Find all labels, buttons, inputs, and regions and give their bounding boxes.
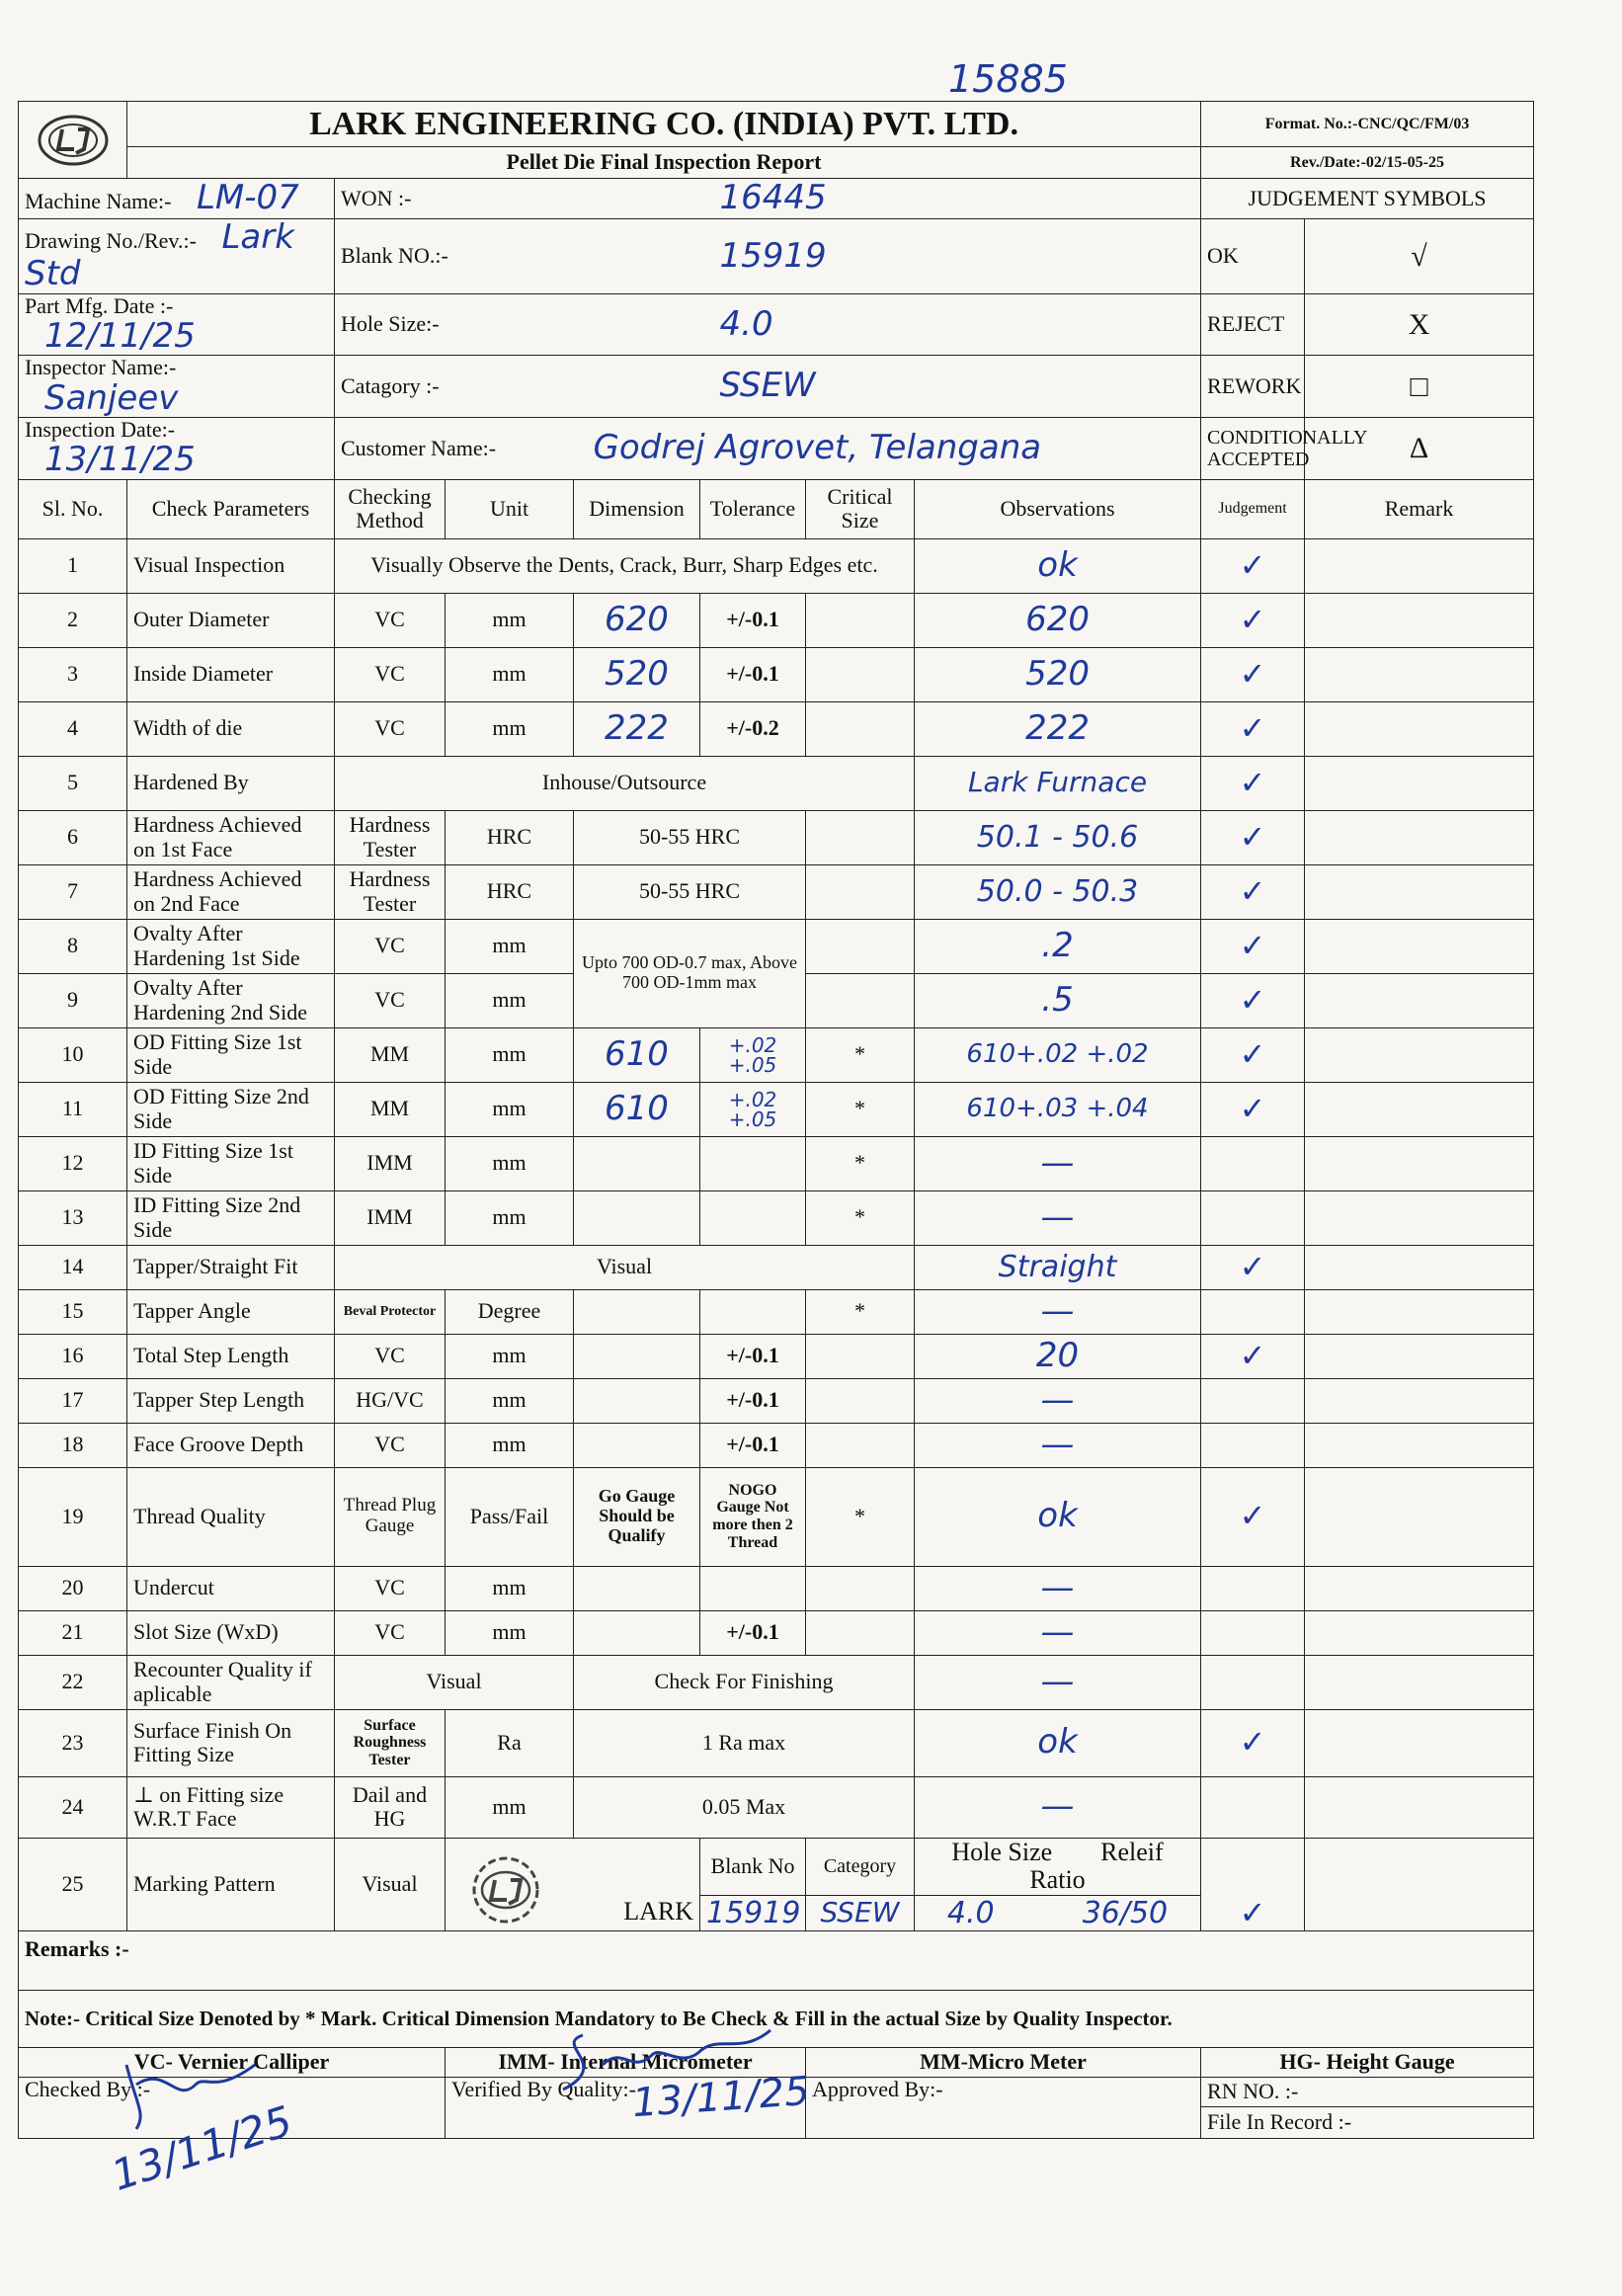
observation-cell[interactable]: — (915, 1776, 1201, 1838)
table-row: 19 Thread Quality Thread Plug Gauge Pass/Fail Go Gauge Should be Qualify NOGO Gauge Not more then 2 Thread * ok ✓ (19, 1467, 1534, 1566)
judgement-cell[interactable] (1201, 1378, 1305, 1423)
judgement-cell[interactable] (1201, 1655, 1305, 1709)
observation-cell[interactable]: .5 (915, 973, 1201, 1027)
judgement-symbols-title: JUDGEMENT SYMBOLS (1201, 179, 1534, 219)
table-row: 6 Hardness Achieved on 1st Face Hardness Tester HRC 50-55 HRC 50.1 - 50.6 ✓ (19, 810, 1534, 864)
marking-values-group[interactable]: 4.0 36/50 (915, 1895, 1201, 1930)
gear-logo-icon (451, 1854, 560, 1930)
checked-by-date: 13/11/25 (106, 2096, 298, 2200)
table-row: 8 Ovalty After Hardening 1st Side VC mm Upto 700 OD-0.7 max, Above 700 OD-1mm max .2 ✓ (19, 919, 1534, 973)
table-row: 23 Surface Finish On Fitting Size Surface Roughness Tester Ra 1 Ra max ok ✓ (19, 1709, 1534, 1776)
inspection-date-value: 13/11/25 (44, 440, 196, 480)
observation-cell[interactable]: Lark Furnace (915, 756, 1201, 810)
remark-cell[interactable] (1305, 1610, 1534, 1655)
observation-cell[interactable]: — (915, 1566, 1201, 1610)
judgement-cell[interactable] (1201, 1190, 1305, 1245)
judgement-cell[interactable] (1201, 1136, 1305, 1190)
judgement-cell[interactable] (1201, 1423, 1305, 1467)
judgement-cell[interactable] (1201, 1610, 1305, 1655)
observation-cell[interactable]: 520 (915, 647, 1201, 701)
table-row: 12 ID Fitting Size 1st Side IMM mm * — (19, 1136, 1534, 1190)
judgement-cell[interactable]: ✓ (1201, 1082, 1305, 1136)
judgement-cell[interactable]: ✓ (1201, 973, 1305, 1027)
table-row: 17 Tapper Step Length HG/VC mm +/-0.1 — (19, 1378, 1534, 1423)
hole-size-label: Hole Size:- (335, 293, 700, 356)
observation-cell[interactable]: 20 (915, 1334, 1201, 1378)
company-name: LARK ENGINEERING CO. (INDIA) PVT. LTD. (127, 102, 1201, 147)
document-serial-number: 15885 (948, 57, 1068, 101)
remark-cell[interactable] (1305, 973, 1534, 1027)
inspection-report-sheet (18, 101, 1533, 2139)
remark-cell[interactable] (1305, 1289, 1534, 1334)
company-logo-cell (19, 102, 127, 179)
remark-cell[interactable] (1305, 1136, 1534, 1190)
remark-cell[interactable] (1305, 647, 1534, 701)
customer-name-label: Customer Name:- (335, 417, 574, 479)
remark-cell[interactable] (1305, 1838, 1534, 1930)
observation-cell[interactable]: Straight (915, 1245, 1201, 1289)
table-row: 11 OD Fitting Size 2nd Side MM mm 610 +.02 +.05 * 610+.03 +.04 ✓ (19, 1082, 1534, 1136)
dimension-cell[interactable]: 520 (574, 647, 700, 701)
remark-cell[interactable] (1305, 1378, 1534, 1423)
judgement-cell[interactable]: ✓ (1201, 864, 1305, 919)
observation-cell[interactable]: — (915, 1136, 1201, 1190)
machine-name-value: LM-07 (196, 178, 299, 218)
conditional-triangle-icon: Δ (1305, 417, 1534, 479)
observation-cell[interactable]: 50.0 - 50.3 (915, 864, 1201, 919)
remark-cell[interactable] (1305, 756, 1534, 810)
remark-cell[interactable] (1305, 1334, 1534, 1378)
approved-by-field[interactable]: Approved By:- (806, 2077, 1201, 2138)
judgement-cell[interactable]: ✓ (1201, 538, 1305, 593)
rework-square-icon: □ (1305, 356, 1534, 418)
observation-cell[interactable]: — (915, 1423, 1201, 1467)
judgement-ok-label: OK (1201, 219, 1305, 294)
col-critical-size: Critical Size (806, 479, 915, 538)
col-checking-method: Checking Method (335, 479, 446, 538)
ok-check-icon: √ (1305, 219, 1534, 294)
remark-cell[interactable] (1305, 864, 1534, 919)
judgement-cell[interactable] (1201, 1776, 1305, 1838)
report-table (18, 101, 1534, 2139)
drawing-number-field[interactable]: Drawing No./Rev.:- Lark Std (19, 219, 335, 294)
checked-by-field[interactable]: Checked By :- (19, 2077, 446, 2138)
part-mfg-date-value: 12/11/25 (44, 315, 196, 356)
observation-cell[interactable]: 50.1 - 50.6 (915, 810, 1201, 864)
remark-cell[interactable] (1305, 593, 1534, 647)
remark-cell[interactable] (1305, 1655, 1534, 1709)
blank-number-label: Blank NO.:- (335, 219, 700, 294)
observation-cell[interactable]: ok (915, 538, 1201, 593)
remarks-row (19, 1930, 1534, 1990)
col-sl-no: Sl. No. (19, 479, 127, 538)
judgement-cell[interactable]: ✓ (1201, 919, 1305, 973)
remark-cell[interactable] (1305, 1082, 1534, 1136)
table-row: 9 Ovalty After Hardening 2nd Side VC mm .5 ✓ (19, 973, 1534, 1027)
judgement-reject-label: REJECT (1201, 293, 1305, 356)
verified-by-date: 13/11/25 (630, 2068, 812, 2127)
remark-cell[interactable] (1305, 810, 1534, 864)
table-row: 21 Slot Size (WxD) VC mm +/-0.1 — (19, 1610, 1534, 1655)
remark-cell[interactable] (1305, 1190, 1534, 1245)
table-row: 5 Hardened By Inhouse/Outsource Lark Furnace ✓ (19, 756, 1534, 810)
judgement-cell[interactable]: ✓ (1201, 810, 1305, 864)
table-row: 13 ID Fitting Size 2nd Side IMM mm * — (19, 1190, 1534, 1245)
brand-marking: LARK (623, 1897, 693, 1927)
judgement-cell[interactable]: ✓ (1201, 1838, 1305, 1930)
observation-cell[interactable]: — (915, 1190, 1201, 1245)
remark-cell[interactable] (1305, 538, 1534, 593)
judgement-cell[interactable]: ✓ (1201, 1334, 1305, 1378)
remark-cell[interactable] (1305, 701, 1534, 756)
legend-imm: IMM- Internal Micrometer (446, 2047, 806, 2077)
observation-cell[interactable]: 610+.02 +.02 (915, 1027, 1201, 1082)
remark-cell[interactable] (1305, 1027, 1534, 1082)
critical-size-note: Note:- Critical Size Denoted by * Mark. Critical Dimension Mandatory to Be Check & Fill in the actual Size by Quality Inspector. (19, 1990, 1534, 2047)
marking-category-value[interactable]: SSEW (806, 1895, 915, 1930)
dimension-cell[interactable]: 610 (574, 1027, 700, 1082)
category-value[interactable]: SSEW (700, 356, 1201, 418)
legend-hg: HG- Height Gauge (1201, 2047, 1534, 2077)
remark-cell[interactable] (1305, 1776, 1534, 1838)
col-dimension: Dimension (574, 479, 700, 538)
remark-cell[interactable] (1305, 1566, 1534, 1610)
table-row: 20 Undercut VC mm — (19, 1566, 1534, 1610)
report-title: Pellet Die Final Inspection Report (127, 147, 1201, 179)
reject-x-icon: X (1305, 293, 1534, 356)
remarks-label[interactable]: Remarks :- (19, 1930, 1534, 1990)
observation-cell[interactable]: .2 (915, 919, 1201, 973)
judgement-cell[interactable] (1201, 1566, 1305, 1610)
remark-cell[interactable] (1305, 1467, 1534, 1566)
tolerance-cell[interactable]: +.02 +.05 (700, 1027, 806, 1082)
table-row: 4 Width of die VC mm 222 +/-0.2 222 ✓ (19, 701, 1534, 756)
judgement-cell[interactable]: ✓ (1201, 701, 1305, 756)
inspection-date-field[interactable]: Inspection Date:- 13/11/25 (19, 417, 335, 479)
judgement-cell[interactable]: ✓ (1201, 1709, 1305, 1776)
dimension-cell[interactable]: 222 (574, 701, 700, 756)
marking-header-group: Hole Size Releif Ratio (915, 1838, 1201, 1895)
marking-blank-value[interactable]: 15919 (700, 1895, 806, 1930)
col-tolerance: Tolerance (700, 479, 806, 538)
observation-cell[interactable]: 620 (915, 593, 1201, 647)
observation-cell[interactable]: — (915, 1655, 1201, 1709)
judgement-cell[interactable]: ✓ (1201, 1467, 1305, 1566)
table-row: 14 Tapper/Straight Fit Visual Straight ✓ (19, 1245, 1534, 1289)
table-row: 2 Outer Diameter VC mm 620 +/-0.1 620 ✓ (19, 593, 1534, 647)
col-check-parameters: Check Parameters (127, 479, 335, 538)
won-value[interactable]: 16445 (700, 179, 1201, 219)
tolerance-cell[interactable]: +.02 +.05 (700, 1082, 806, 1136)
lark-logo-icon (25, 106, 121, 175)
judgement-conditional-label: CONDITIONALLY ACCEPTED (1201, 417, 1305, 479)
hole-size-value[interactable]: 4.0 (700, 293, 1201, 356)
customer-name-value[interactable]: Godrej Agrovet, Telangana (574, 417, 1201, 479)
observation-cell[interactable]: ok (915, 1709, 1201, 1776)
marking-logo-cell (446, 1838, 700, 1930)
col-remark: Remark (1305, 479, 1534, 538)
remark-cell[interactable] (1305, 1709, 1534, 1776)
inspector-name-value: Sanjeev (44, 377, 179, 418)
table-row: 25 Marking Pattern Visual LARK Blank No Category Hole Size Releif Ratio ✓ (19, 1838, 1534, 1895)
part-mfg-date-field[interactable]: Part Mfg. Date :- 12/11/25 (19, 293, 335, 356)
category-label: Catagory :- (335, 356, 700, 418)
judgement-rework-label: REWORK (1201, 356, 1305, 418)
legend-mm: MM-Micro Meter (806, 2047, 1201, 2077)
observation-cell[interactable]: ok (915, 1467, 1201, 1566)
table-row: 18 Face Groove Depth VC mm +/-0.1 — (19, 1423, 1534, 1467)
revision-date: Rev./Date:-02/15-05-25 (1201, 147, 1534, 179)
machine-name-field[interactable]: Machine Name:- LM-07 (19, 179, 335, 219)
legend-vc: VC- Vernier Calliper (19, 2047, 446, 2077)
drawing-number-value: Lark Std (25, 217, 294, 294)
col-judgement: Judgement (1201, 479, 1305, 538)
table-row: 7 Hardness Achieved on 2nd Face Hardness Tester HRC 50-55 HRC 50.0 - 50.3 ✓ (19, 864, 1534, 919)
file-in-record-field[interactable]: File In Record :- (1201, 2106, 1534, 2138)
remark-cell[interactable] (1305, 1245, 1534, 1289)
rn-number-field[interactable]: RN NO. :- (1201, 2077, 1534, 2106)
dimension-cell[interactable]: 610 (574, 1082, 700, 1136)
col-observations: Observations (915, 479, 1201, 538)
table-row: 1 Visual Inspection Visually Observe the Dents, Crack, Burr, Sharp Edges etc. ok ✓ (19, 538, 1534, 593)
table-row: 15 Tapper Angle Beval Protector Degree * — (19, 1289, 1534, 1334)
table-row: 22 Recounter Quality if aplicable Visual Check For Finishing — (19, 1655, 1534, 1709)
observation-cell[interactable]: 222 (915, 701, 1201, 756)
blank-number-value[interactable]: 15919 (700, 219, 1201, 294)
observation-cell[interactable]: — (915, 1378, 1201, 1423)
col-unit: Unit (446, 479, 574, 538)
format-number: Format. No.:-CNC/QC/FM/03 (1201, 102, 1534, 147)
dimension-cell[interactable]: 620 (574, 593, 700, 647)
won-label: WON :- (335, 179, 700, 219)
observation-cell[interactable]: — (915, 1610, 1201, 1655)
column-header-row (19, 479, 1534, 538)
judgement-cell[interactable]: ✓ (1201, 593, 1305, 647)
inspector-name-field[interactable]: Inspector Name:- Sanjeev (19, 356, 335, 418)
remark-cell[interactable] (1305, 919, 1534, 973)
remark-cell[interactable] (1305, 1423, 1534, 1467)
judgement-cell[interactable]: ✓ (1201, 756, 1305, 810)
judgement-cell[interactable]: ✓ (1201, 647, 1305, 701)
observation-cell[interactable]: — (915, 1289, 1201, 1334)
judgement-cell[interactable] (1201, 1289, 1305, 1334)
verified-by-field[interactable]: Verified By Quality:- (446, 2077, 806, 2138)
judgement-cell[interactable]: ✓ (1201, 1027, 1305, 1082)
table-row: 10 OD Fitting Size 1st Side MM mm 610 +.02 +.05 * 610+.02 +.02 ✓ (19, 1027, 1534, 1082)
observation-cell[interactable]: 610+.03 +.04 (915, 1082, 1201, 1136)
table-row: 3 Inside Diameter VC mm 520 +/-0.1 520 ✓ (19, 647, 1534, 701)
table-row: 16 Total Step Length VC mm +/-0.1 20 ✓ (19, 1334, 1534, 1378)
table-row: 24 ⊥ on Fitting size W.R.T Face Dail and HG mm 0.05 Max — (19, 1776, 1534, 1838)
judgement-cell[interactable]: ✓ (1201, 1245, 1305, 1289)
